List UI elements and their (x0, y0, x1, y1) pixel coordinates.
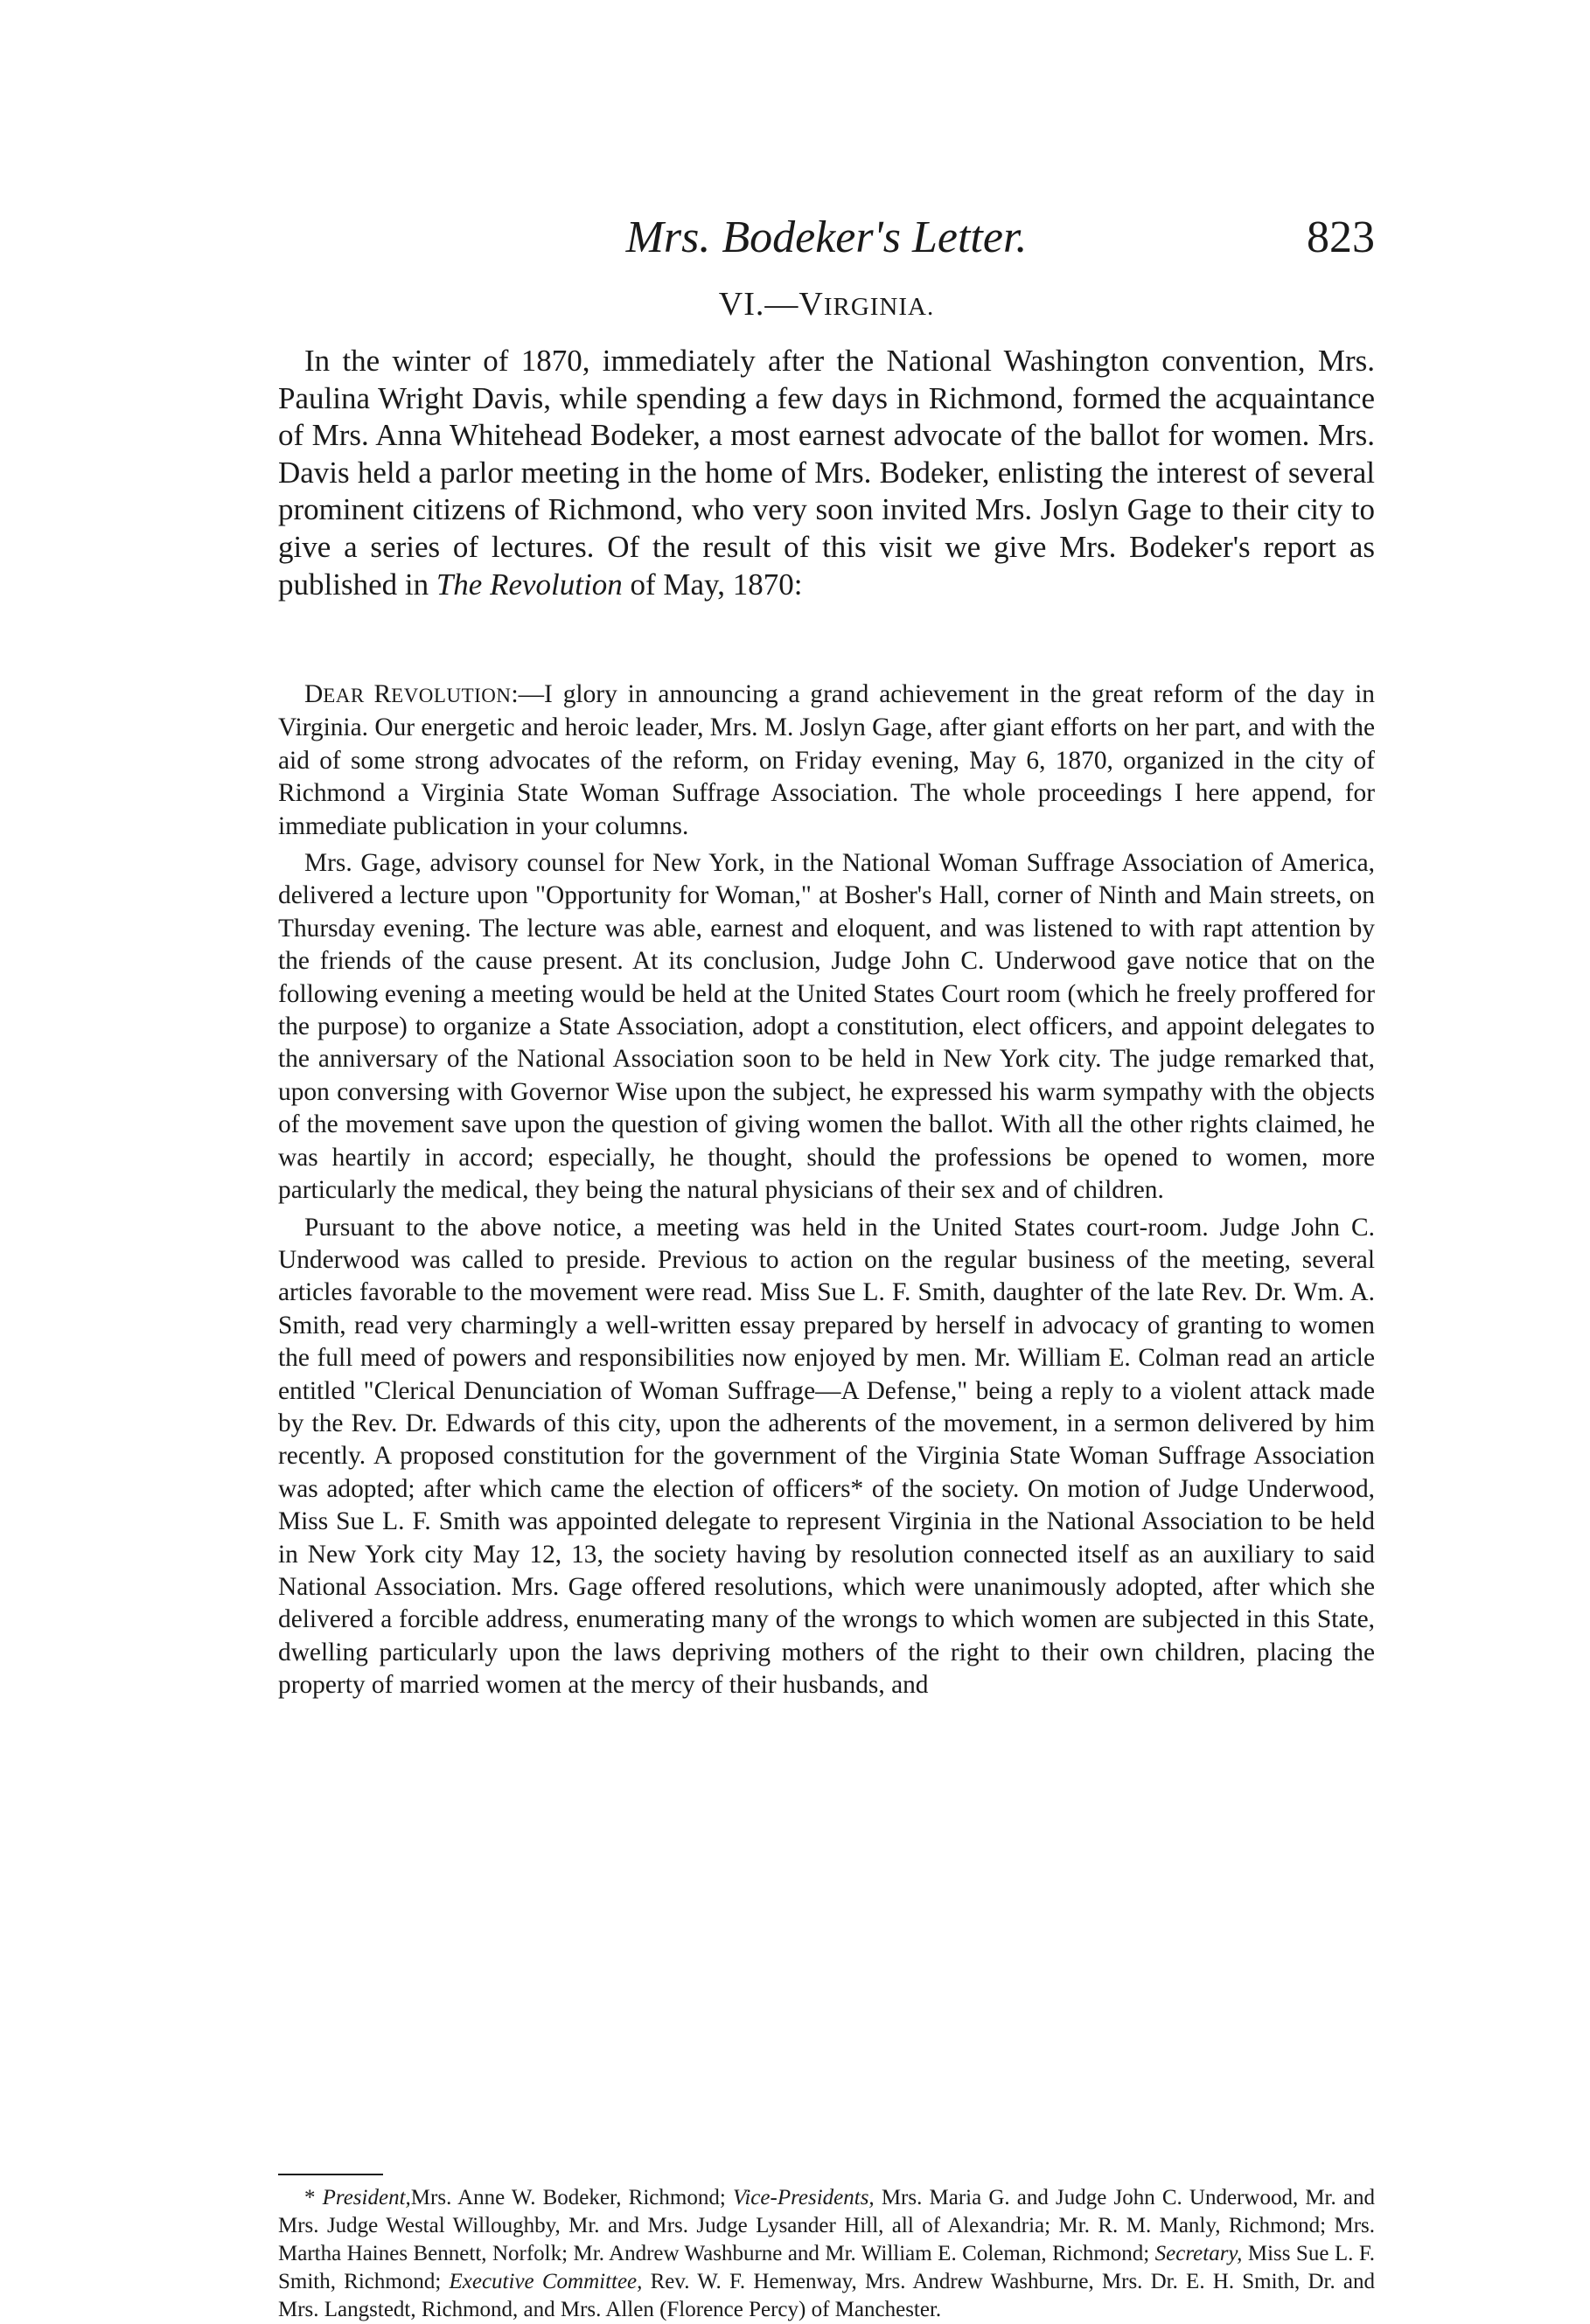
running-head (278, 203, 1375, 273)
footnote-secretary-text: Miss Sue L. F. Smith, Richmond; (278, 2242, 1375, 2293)
footnote-committee-text: Rev. W. F. Hemenway, Mrs. Andrew Washburne, Mrs. Dr. E. H. Smith, Dr. and Mrs. Langstedt, Richmond, and Mrs. Allen (Florence Percy) of Manchester. (278, 2270, 1375, 2321)
footnote-president-text: Mrs. Anne W. Bodeker, Richmond; (410, 2186, 733, 2209)
footnote-marker: * (304, 2186, 323, 2209)
footnote-rule (278, 2174, 383, 2175)
section-heading (278, 278, 1375, 333)
running-title: Mrs. Bodeker's Letter. (625, 212, 1028, 262)
intro-text-after: of May, 1870: (622, 567, 803, 602)
footnote-vice-label: Vice-Presidents, (732, 2186, 875, 2209)
footnote-secretary-label: Secretary, (1154, 2242, 1243, 2265)
letter-paragraph-2: Mrs. Gage, advisory counsel for New York, in the National Woman Suffrage Association of America, delivered a lecture upon "Opportunity for Woman," at Bosher's Hall, corner of Ninth and Main streets, on Thursday evening. The lecture was able, earnest and eloquent, and was listened to with rapt attention by the friends of the cause present. At its conclusion, Judge John C. Underwood gave notice that on the following evening a meeting would be held at the United States Court room (which he freely proffered for the purpose) to organize a State Association, adopt a constitution, elect officers, and appoint delegates to the anniversary of the National Association soon to be held in New York city. The judge remarked that, upon conversing with Governor Wise upon the subject, he expressed his warm sympathy with the objects of the movement save upon the question of giving women the ballot. With all the other rights claimed, he was heartily in accord; especially, he thought, should the professions be opened to women, more particularly the medical, they being the natural physicians of their sex and of children. (278, 849, 1375, 1205)
footnote-president-label: President, (322, 2186, 411, 2209)
section-numeral: VI.—V (718, 286, 824, 323)
letter-paragraph-1 (278, 678, 1375, 843)
page-number: 823 (1307, 212, 1375, 262)
letter-paragraph-3: Pursuant to the above notice, a meeting was held in the United States court-room. Judge John C. Underwood was called to preside. Previous to action on the regular business of the meeting, several articles favorable to the movement were read. Miss Sue L. F. Smith, daughter of the late Rev. Dr. Wm. A. Smith, read very charmingly a well-written essay prepared by herself in advocacy of granting to women the full meed of powers and responsibilities now enjoyed by men. Mr. William E. Colman read an article entitled "Clerical Denunciation of Woman Suffrage—A Defense," being a reply to a violent attack made by the Rev. Dr. Edwards of this city, upon the adherents of the movement, in a sermon delivered by him recently. A proposed constitution for the government of the Virginia State Woman Suffrage Association was adopted; after which came the election of officers* of the society. On motion of Judge Underwood, Miss Sue L. F. Smith was appointed delegate to represent Virginia in the National Association to be held in New York city May 12, 13, the society having by resolution connected itself as an auxiliary to said National Association. Mrs. Gage offered resolutions, which were unanimously adopted, after which she delivered a forcible address, enumerating many of the wrongs to which women are subjected in this State, dwelling particularly upon the laws depriving mothers of the right to their own children, placing the property of married women at the mercy of their husbands, and (278, 1213, 1375, 1700)
salutation-initial-1: D (304, 680, 324, 708)
footnote-committee-label: Executive Committee, (449, 2270, 643, 2293)
footnote (278, 2184, 1375, 2324)
letter-body (278, 678, 1375, 1707)
salutation-initial-2: R (373, 680, 392, 708)
letter-paragraph-1-text: :—I glory in announcing a grand achievement in the great reform of the day in Virginia. Our energetic and heroic leader, Mrs. M. Joslyn Gage, after giant efforts on her part, and with the aid of some strong advocates of the reform, on Friday evening, May 6, 1870, organized in the city of Richmond a Virginia State Woman Suffrage Association. The whole proceedings I here append, for immediate publication in your columns. (278, 680, 1375, 840)
intro-text-before: In the winter of 1870, immediately after the National Washington convention, Mrs. Paulina Wright Davis, while spending a few days in Richmond, formed the acquaintance of Mrs. Anna Whitehead Bodeker, a most earnest advocate of the ballot for women. Mrs. Davis held a parlor meeting in the home of Mrs. Bodeker, enlisting the interest of several prominent citizens of Richmond, who very soon invited Mrs. Joslyn Gage to their city to give a series of lectures. Of the result of this visit we give Mrs. Bodeker's report as published in (278, 344, 1375, 602)
salutation-rest-1: EAR (323, 685, 374, 706)
publication-title: The Revolution (436, 567, 623, 602)
intro-paragraph (278, 343, 1375, 603)
salutation-rest-2: EVOLUTION (391, 685, 512, 706)
section-title-rest: IRGINIA. (823, 293, 935, 321)
footnote-vice-text: Mrs. Maria G. and Judge John C. Underwood, Mr. and Mrs. Judge Westal Willoughby, Mr. and Mrs. Judge Lysander Hill, all of Alexandria; Mr. R. M. Manly, Richmond; Mrs. Martha Haines Bennett, Norfolk; Mr. Andrew Washburne and Mr. William E. Coleman, Richmond; (278, 2186, 1375, 2265)
